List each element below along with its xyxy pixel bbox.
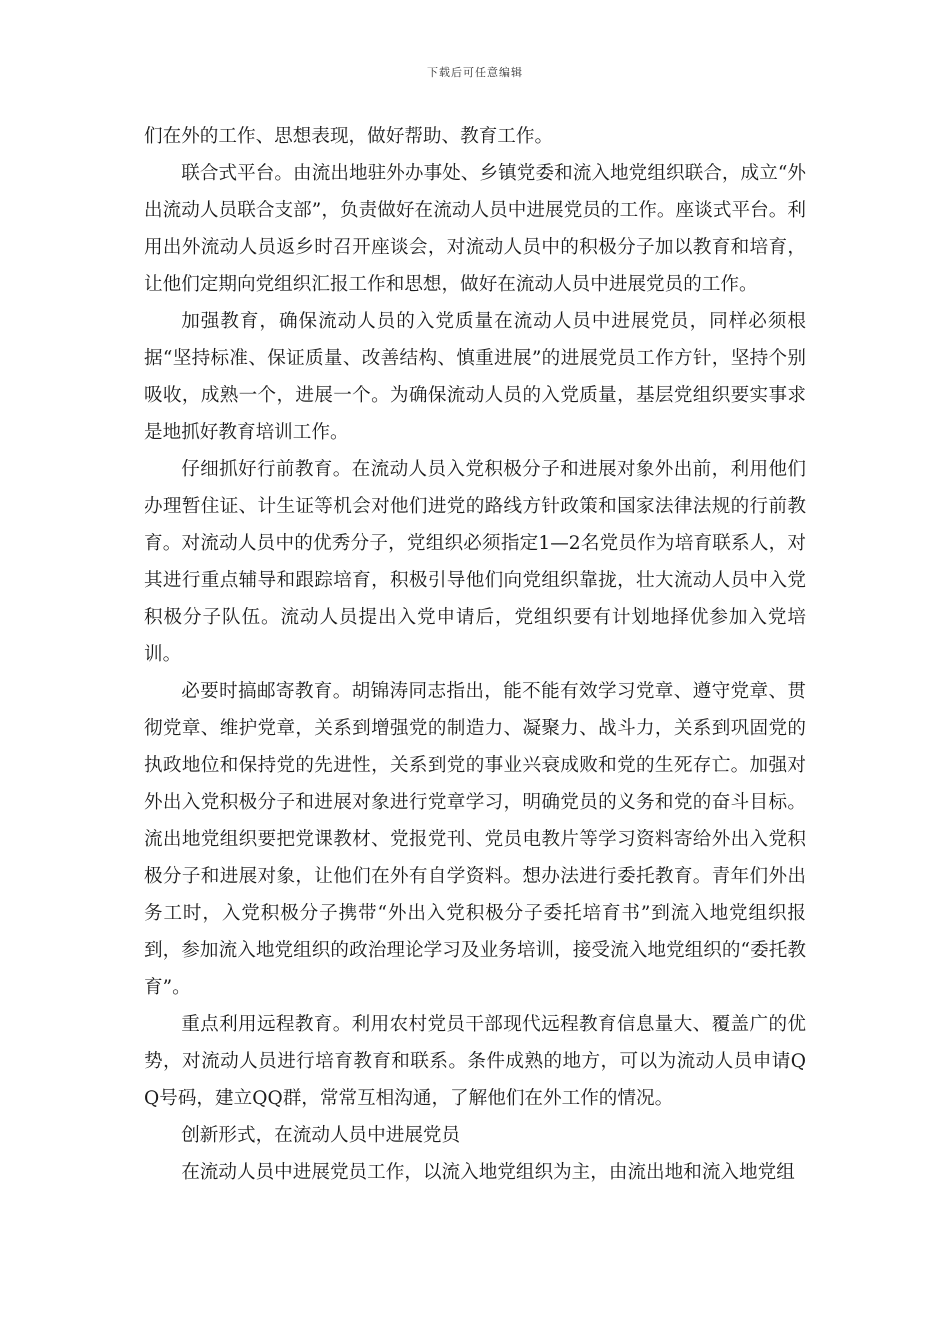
paragraph-4: 仔细抓好行前教育。在流动人员入党积极分子和进展对象外出前，利用他们办理暂住证、计生证等机会对他们进党的路线方针政策和国家法律法规的行前教育。对流动人员中的优秀分子，党组织必须指定1—2名党员作为培育联系人，对其进行重点辅导和跟踪培育，积极引导他们向党组织靠拢，壮大流动人员中入党积极分子队伍。流动人员提出入党申请后，党组织要有计划地择优参加入党培训。: [144, 459, 806, 665]
paragraph-6: 重点利用远程教育。利用农村党员干部现代远程教育信息量大、覆盖广的优势，对流动人员进行培育教育和联系。条件成熟的地方，可以为流动人员申请QQ号码，建立QQ群，常常互相沟通，了解他们在外工作的情况。: [144, 1014, 806, 1109]
paragraph-5: 必要时搞邮寄教育。胡锦涛同志指出，能不能有效学习党章、遵守党章、贯彻党章、维护党章，关系到增强党的制造力、凝聚力、战斗力，关系到巩固党的执政地位和保持党的先进性，关系到党的事业兴衰成败和党的生死存亡。加强对外出入党积极分子和进展对象进行党章学习，明确党员的义务和党的奋斗目标。流出地党组织要把党课教材、党报党刊、党员电教片等学习资料寄给外出入党积极分子和进展对象，让他们在外有自学资料。想办法进行委托教育。青年们外出务工时，入党积极分子携带“外出入党积极分子委托培育书”到流入地党组织报到，参加流入地党组织的政治理论学习及业务培训，接受流入地党组织的“委托教育”。: [144, 681, 806, 998]
paragraph-2: 联合式平台。由流出地驻外办事处、乡镇党委和流入地党组织联合，成立“外出流动人员联合支部”，负责做好在流动人员中进展党员的工作。座谈式平台。利用出外流动人员返乡时召开座谈会，对流动人员中的积极分子加以教育和培育，让他们定期向党组织汇报工作和思想，做好在流动人员中进展党员的工作。: [144, 163, 806, 295]
paragraph-8: 在流动人员中进展党员工作，以流入地党组织为主，由流出地和流入地党组: [181, 1162, 795, 1183]
document-body: [144, 118, 806, 1191]
section-heading: 创新形式，在流动人员中进展党员: [181, 1125, 461, 1146]
paragraph-1: 们在外的工作、思想表现，做好帮助、教育工作。: [144, 126, 554, 147]
paragraph-3: 加强教育，确保流动人员的入党质量在流动人员中进展党员，同样必须根据“坚持标准、保证质量、改善结构、慎重进展”的进展党员工作方针，坚持个别吸收，成熟一个，进展一个。为确保流动人员的入党质量，基层党组织要实事求是地抓好教育培训工作。: [144, 311, 806, 443]
page-header-note: 下载后可任意编辑: [427, 66, 523, 79]
